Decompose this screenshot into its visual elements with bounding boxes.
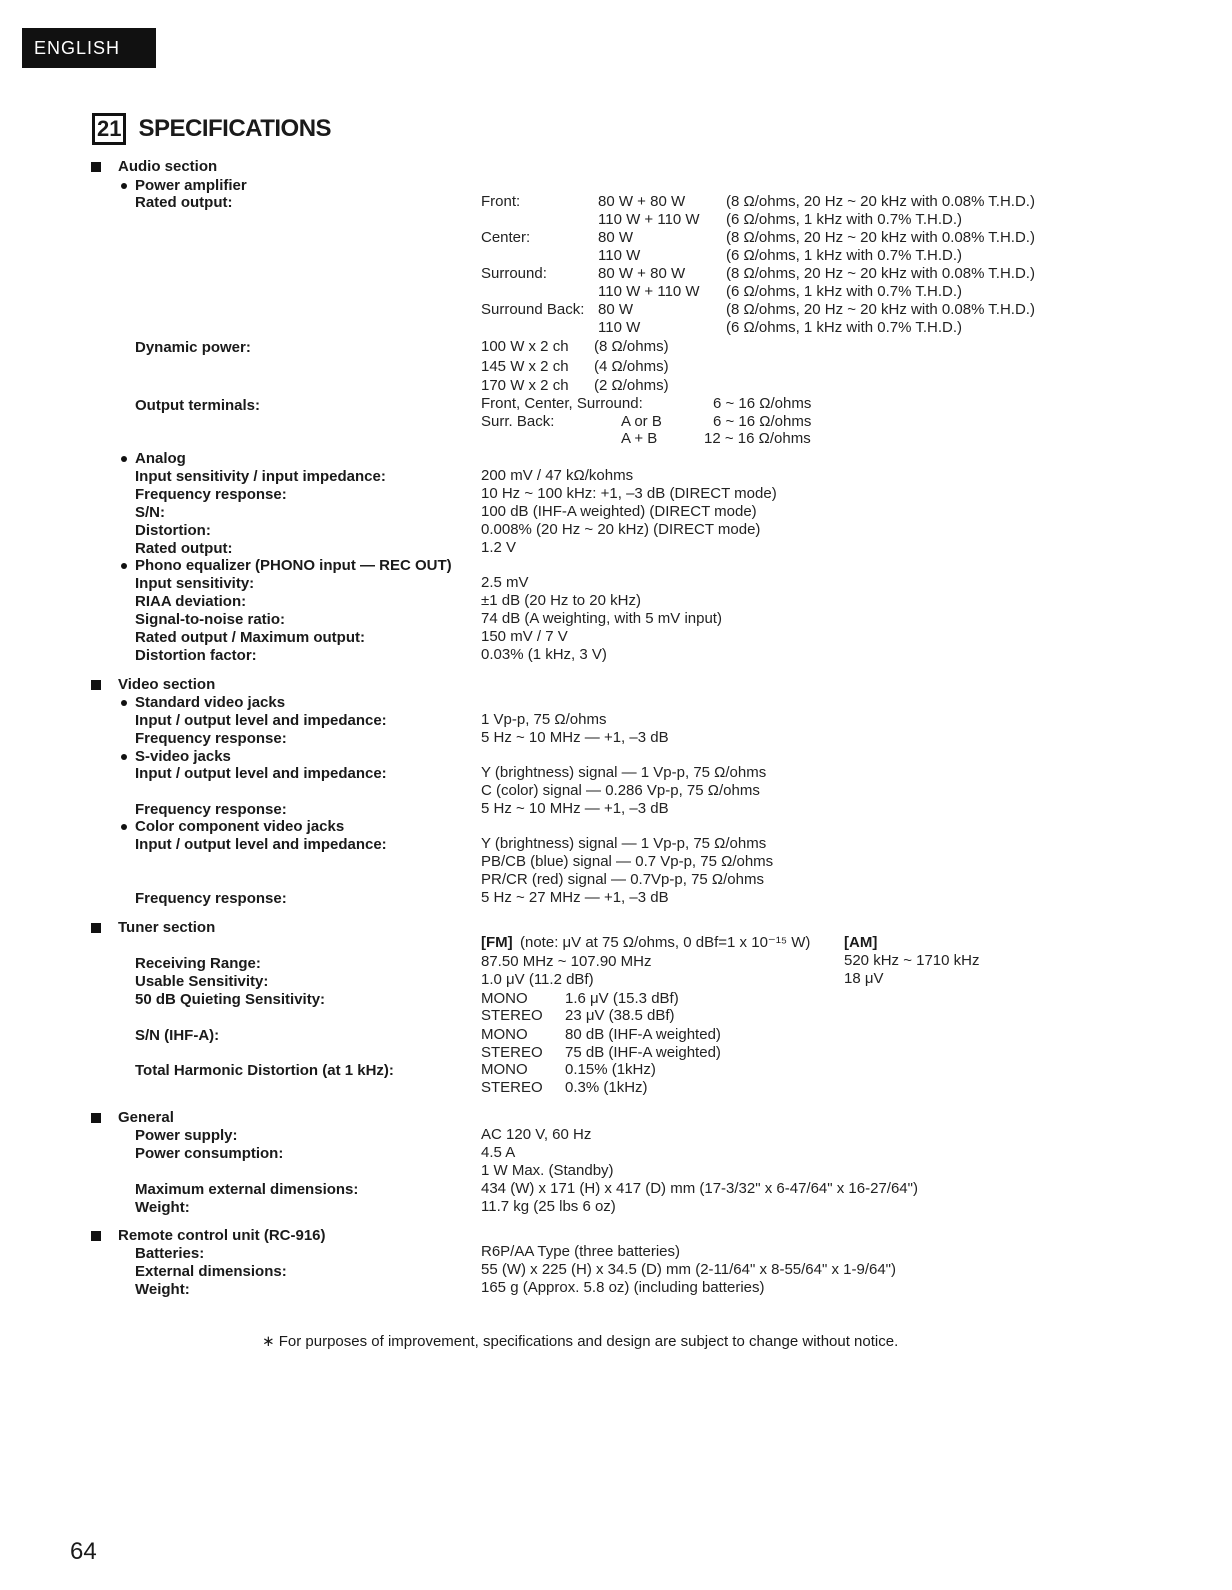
footnote: ∗ For purposes of improvement, specifications and design are subject to change without notice. <box>262 1333 899 1350</box>
fm-value: 1.0 μV (11.2 dBf) <box>481 971 594 988</box>
fm-note: (note: μV at 75 Ω/ohms, 0 dBf=1 x 10⁻¹⁵ W) <box>520 934 811 951</box>
center-condition: (6 Ω/ohms, 1 kHz with 0.7% T.H.D.) <box>726 247 963 264</box>
terminal-impedance: 12 ~ 16 Ω/ohms <box>704 430 811 447</box>
rated-output-label: Rated output: <box>135 194 233 211</box>
spec-label: Input sensitivity / input impedance: <box>135 468 386 485</box>
dynamic-power-load: (8 Ω/ohms) <box>594 338 669 355</box>
analog-heading: Analog <box>135 450 186 467</box>
spec-value: 1 W Max. (Standby) <box>481 1162 614 1179</box>
fm-value: 1.6 μV (15.3 dBf) <box>565 990 679 1007</box>
spec-label: Total Harmonic Distortion (at 1 kHz): <box>135 1062 394 1079</box>
sub-bullet <box>121 183 127 189</box>
mode-label: MONO <box>481 1061 528 1078</box>
surround-value: 80 W + 80 W <box>598 265 686 282</box>
spec-value: C (color) signal — 0.286 Vp-p, 75 Ω/ohms <box>481 782 760 799</box>
spec-value: 5 Hz ~ 10 MHz — +1, –3 dB <box>481 729 669 746</box>
section-bullet <box>91 923 101 933</box>
spec-value: 2.5 mV <box>481 574 529 591</box>
spec-label: Rated output / Maximum output: <box>135 629 365 646</box>
surround-back-condition: (6 Ω/ohms, 1 kHz with 0.7% T.H.D.) <box>726 319 963 336</box>
phono-heading: Phono equalizer (PHONO input — REC OUT) <box>135 557 452 574</box>
spec-value: 74 dB (A weighting, with 5 mV input) <box>481 610 722 627</box>
spec-value: Y (brightness) signal — 1 Vp-p, 75 Ω/ohms <box>481 764 767 781</box>
spec-label: External dimensions: <box>135 1263 287 1280</box>
color-component-heading: Color component video jacks <box>135 818 345 835</box>
spec-label: Weight: <box>135 1199 190 1216</box>
surround-condition: (8 Ω/ohms, 20 Hz ~ 20 kHz with 0.08% T.H.D.) <box>726 265 1035 282</box>
spec-value: 0.008% (20 Hz ~ 20 kHz) (DIRECT mode) <box>481 521 761 538</box>
surround-back-label: Surround Back: <box>481 301 585 318</box>
section-bullet <box>91 680 101 690</box>
spec-label: Weight: <box>135 1281 190 1298</box>
fm-value: 0.3% (1kHz) <box>565 1079 648 1096</box>
output-terminals-label: Output terminals: <box>135 397 261 414</box>
am-heading: [AM] <box>844 934 878 951</box>
audio-heading: Audio section <box>118 158 218 175</box>
dynamic-power-load: (4 Ω/ohms) <box>594 358 669 375</box>
spec-label: Frequency response: <box>135 890 287 907</box>
surround-back-value: 80 W <box>598 301 634 318</box>
center-condition: (8 Ω/ohms, 20 Hz ~ 20 kHz with 0.08% T.H.D.) <box>726 229 1035 246</box>
language-tab: ENGLISH <box>22 28 156 68</box>
front-condition: (8 Ω/ohms, 20 Hz ~ 20 kHz with 0.08% T.H.D.) <box>726 193 1035 210</box>
remote-heading: Remote control unit (RC-916) <box>118 1227 326 1244</box>
mode-label: STEREO <box>481 1044 543 1061</box>
spec-label: Receiving Range: <box>135 955 261 972</box>
section-bullet <box>91 162 101 172</box>
terminal-channels: Surr. Back: <box>481 413 555 430</box>
spec-value: 55 (W) x 225 (H) x 34.5 (D) mm (2-11/64" x 8-55/64" x 1-9/64") <box>481 1261 896 1278</box>
mode-label: STEREO <box>481 1079 543 1096</box>
fm-value: 80 dB (IHF-A weighted) <box>565 1026 721 1043</box>
am-value: 520 kHz ~ 1710 kHz <box>844 952 980 969</box>
spec-value: ±1 dB (20 Hz to 20 kHz) <box>481 592 641 609</box>
spec-label: Usable Sensitivity: <box>135 973 269 990</box>
spec-value: 100 dB (IHF-A weighted) (DIRECT mode) <box>481 503 757 520</box>
spec-value: 10 Hz ~ 100 kHz: +1, –3 dB (DIRECT mode) <box>481 485 777 502</box>
spec-label: Power supply: <box>135 1127 238 1144</box>
spec-value: 5 Hz ~ 27 MHz — +1, –3 dB <box>481 889 669 906</box>
front-value: 80 W + 80 W <box>598 193 686 210</box>
fm-value: 87.50 MHz ~ 107.90 MHz <box>481 953 652 970</box>
spec-value: Y (brightness) signal — 1 Vp-p, 75 Ω/ohms <box>481 835 767 852</box>
am-value: 18 μV <box>844 970 884 987</box>
dynamic-power-label: Dynamic power: <box>135 339 251 356</box>
spec-label: S/N: <box>135 504 165 521</box>
sub-bullet <box>121 700 127 706</box>
fm-heading: [FM] <box>481 934 513 951</box>
surround-back-value: 110 W <box>598 319 641 336</box>
spec-label: RIAA deviation: <box>135 593 247 610</box>
spec-value: R6P/AA Type (three batteries) <box>481 1243 680 1260</box>
tuner-heading: Tuner section <box>118 919 216 936</box>
front-condition: (6 Ω/ohms, 1 kHz with 0.7% T.H.D.) <box>726 211 963 228</box>
spec-value: 1 Vp-p, 75 Ω/ohms <box>481 711 607 728</box>
s-video-heading: S-video jacks <box>135 748 231 765</box>
spec-value: 434 (W) x 171 (H) x 417 (D) mm (17-3/32" x 6-47/64" x 16-27/64") <box>481 1180 918 1197</box>
page-number: 64 <box>70 1538 97 1565</box>
page-title <box>92 112 331 146</box>
terminal-impedance: 6 ~ 16 Ω/ohms <box>713 395 812 412</box>
sub-bullet <box>121 754 127 760</box>
terminal-speaker: A or B <box>621 413 662 430</box>
spec-value: PR/CR (red) signal — 0.7Vp-p, 75 Ω/ohms <box>481 871 764 888</box>
surround-label: Surround: <box>481 265 547 282</box>
spec-value: PB/CB (blue) signal — 0.7 Vp-p, 75 Ω/ohms <box>481 853 774 870</box>
spec-label: Signal-to-noise ratio: <box>135 611 285 628</box>
center-value: 80 W <box>598 229 634 246</box>
spec-label: Maximum external dimensions: <box>135 1181 359 1198</box>
fm-value: 75 dB (IHF-A weighted) <box>565 1044 721 1061</box>
spec-value: 150 mV / 7 V <box>481 628 568 645</box>
sub-bullet <box>121 824 127 830</box>
dynamic-power-value: 100 W x 2 ch <box>481 338 569 355</box>
front-label: Front: <box>481 193 521 210</box>
spec-label: Power consumption: <box>135 1145 284 1162</box>
surround-value: 110 W + 110 W <box>598 283 700 300</box>
sub-bullet <box>121 456 127 462</box>
spec-label: Input / output level and impedance: <box>135 765 387 782</box>
video-heading: Video section <box>118 676 216 693</box>
surround-back-condition: (8 Ω/ohms, 20 Hz ~ 20 kHz with 0.08% T.H.D.) <box>726 301 1035 318</box>
general-heading: General <box>118 1109 174 1126</box>
terminal-speaker: A + B <box>621 430 658 447</box>
fm-value: 0.15% (1kHz) <box>565 1061 656 1078</box>
spec-value: 11.7 kg (25 lbs 6 oz) <box>481 1198 616 1215</box>
surround-condition: (6 Ω/ohms, 1 kHz with 0.7% T.H.D.) <box>726 283 963 300</box>
section-number: 21 <box>92 113 126 145</box>
spec-label: Rated output: <box>135 540 233 557</box>
dynamic-power-load: (2 Ω/ohms) <box>594 377 669 394</box>
fm-value: 23 μV (38.5 dBf) <box>565 1007 675 1024</box>
spec-label: Frequency response: <box>135 801 287 818</box>
mode-label: MONO <box>481 1026 528 1043</box>
terminal-channels: Front, Center, Surround: <box>481 395 643 412</box>
spec-label: Input / output level and impedance: <box>135 836 387 853</box>
spec-label: S/N (IHF-A): <box>135 1027 220 1044</box>
spec-value: 5 Hz ~ 10 MHz — +1, –3 dB <box>481 800 669 817</box>
terminal-impedance: 6 ~ 16 Ω/ohms <box>713 413 812 430</box>
front-value: 110 W + 110 W <box>598 211 700 228</box>
spec-label: Frequency response: <box>135 730 287 747</box>
section-title: SPECIFICATIONS <box>138 115 332 142</box>
spec-value: 4.5 A <box>481 1144 516 1161</box>
standard-video-heading: Standard video jacks <box>135 694 286 711</box>
mode-label: MONO <box>481 990 528 1007</box>
spec-label: Input sensitivity: <box>135 575 255 592</box>
spec-label: Frequency response: <box>135 486 287 503</box>
dynamic-power-value: 145 W x 2 ch <box>481 358 569 375</box>
spec-value: 0.03% (1 kHz, 3 V) <box>481 646 607 663</box>
spec-label: Distortion factor: <box>135 647 257 664</box>
spec-label: Batteries: <box>135 1245 205 1262</box>
section-bullet <box>91 1231 101 1241</box>
spec-value: 200 mV / 47 kΩ/kohms <box>481 467 634 484</box>
center-value: 110 W <box>598 247 641 264</box>
spec-value: 165 g (Approx. 5.8 oz) (including batteries) <box>481 1279 765 1296</box>
mode-label: STEREO <box>481 1007 543 1024</box>
spec-label: 50 dB Quieting Sensitivity: <box>135 991 326 1008</box>
dynamic-power-value: 170 W x 2 ch <box>481 377 569 394</box>
spec-label: Distortion: <box>135 522 211 539</box>
sub-bullet <box>121 563 127 569</box>
center-label: Center: <box>481 229 531 246</box>
spec-value: AC 120 V, 60 Hz <box>481 1126 592 1143</box>
section-bullet <box>91 1113 101 1123</box>
power-amplifier-heading: Power amplifier <box>135 177 247 194</box>
spec-value: 1.2 V <box>481 539 517 556</box>
spec-label: Input / output level and impedance: <box>135 712 387 729</box>
